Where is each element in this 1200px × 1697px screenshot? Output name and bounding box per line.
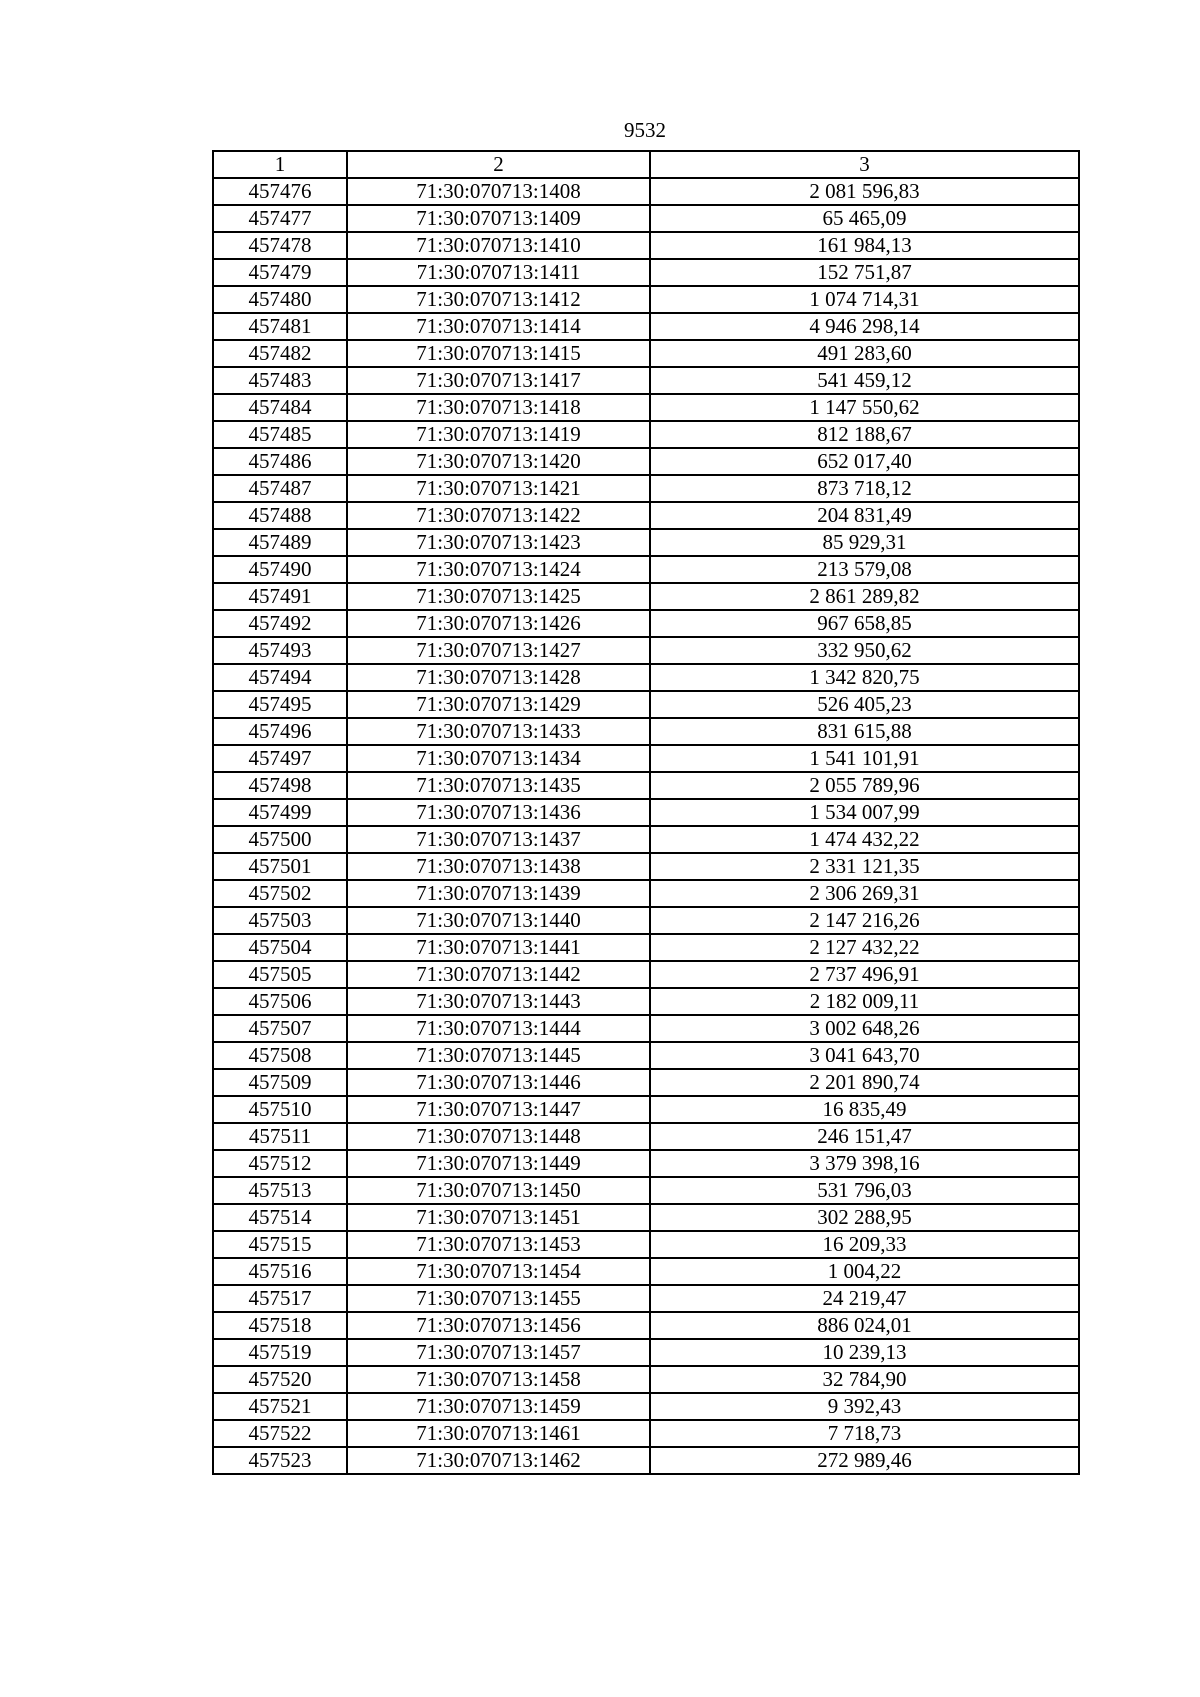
table-row <box>213 1420 1079 1447</box>
column-header-3: 3 <box>650 151 1079 178</box>
cadastral-number-cell: 71:30:070713:1408 <box>347 178 650 205</box>
cadastral-number-cell: 71:30:070713:1447 <box>347 1096 650 1123</box>
row-number-cell: 457507 <box>213 1015 347 1042</box>
value-cell: 246 151,47 <box>650 1123 1079 1150</box>
cadastral-number-cell: 71:30:070713:1443 <box>347 988 650 1015</box>
table-row <box>213 1366 1079 1393</box>
value-cell: 1 074 714,31 <box>650 286 1079 313</box>
value-cell: 1 147 550,62 <box>650 394 1079 421</box>
value-cell: 2 127 432,22 <box>650 934 1079 961</box>
table-row <box>213 367 1079 394</box>
row-number-cell: 457480 <box>213 286 347 313</box>
row-number-cell: 457510 <box>213 1096 347 1123</box>
table-row <box>213 907 1079 934</box>
table-row <box>213 340 1079 367</box>
cadastral-number-cell: 71:30:070713:1410 <box>347 232 650 259</box>
value-cell: 652 017,40 <box>650 448 1079 475</box>
row-number-cell: 457512 <box>213 1150 347 1177</box>
row-number-cell: 457504 <box>213 934 347 961</box>
cadastral-number-cell: 71:30:070713:1419 <box>347 421 650 448</box>
value-cell: 812 188,67 <box>650 421 1079 448</box>
cadastral-number-cell: 71:30:070713:1415 <box>347 340 650 367</box>
header-row <box>213 151 1079 178</box>
value-cell: 2 737 496,91 <box>650 961 1079 988</box>
row-number-cell: 457518 <box>213 1312 347 1339</box>
table-row <box>213 799 1079 826</box>
cadastral-number-cell: 71:30:070713:1444 <box>347 1015 650 1042</box>
table-row <box>213 421 1079 448</box>
table-row <box>213 1096 1079 1123</box>
row-number-cell: 457483 <box>213 367 347 394</box>
row-number-cell: 457500 <box>213 826 347 853</box>
table-row <box>213 880 1079 907</box>
value-cell: 3 002 648,26 <box>650 1015 1079 1042</box>
row-number-cell: 457479 <box>213 259 347 286</box>
cadastral-number-cell: 71:30:070713:1434 <box>347 745 650 772</box>
cadastral-number-cell: 71:30:070713:1441 <box>347 934 650 961</box>
table-row <box>213 205 1079 232</box>
cadastral-number-cell: 71:30:070713:1418 <box>347 394 650 421</box>
value-cell: 2 081 596,83 <box>650 178 1079 205</box>
value-cell: 302 288,95 <box>650 1204 1079 1231</box>
value-cell: 541 459,12 <box>650 367 1079 394</box>
table-row <box>213 556 1079 583</box>
table-row <box>213 772 1079 799</box>
value-cell: 526 405,23 <box>650 691 1079 718</box>
cadastral-number-cell: 71:30:070713:1429 <box>347 691 650 718</box>
row-number-cell: 457501 <box>213 853 347 880</box>
cadastral-number-cell: 71:30:070713:1426 <box>347 610 650 637</box>
value-cell: 272 989,46 <box>650 1447 1079 1474</box>
row-number-cell: 457476 <box>213 178 347 205</box>
value-cell: 531 796,03 <box>650 1177 1079 1204</box>
row-number-cell: 457489 <box>213 529 347 556</box>
cadastral-number-cell: 71:30:070713:1459 <box>347 1393 650 1420</box>
table-row <box>213 1393 1079 1420</box>
cadastral-number-cell: 71:30:070713:1438 <box>347 853 650 880</box>
cadastral-number-cell: 71:30:070713:1425 <box>347 583 650 610</box>
row-number-cell: 457503 <box>213 907 347 934</box>
cadastral-number-cell: 71:30:070713:1446 <box>347 1069 650 1096</box>
table-row <box>213 1069 1079 1096</box>
value-cell: 1 342 820,75 <box>650 664 1079 691</box>
table-row <box>213 745 1079 772</box>
value-cell: 16 209,33 <box>650 1231 1079 1258</box>
column-header-1: 1 <box>213 151 347 178</box>
cadastral-number-cell: 71:30:070713:1436 <box>347 799 650 826</box>
data-table <box>212 150 1080 1475</box>
cadastral-number-cell: 71:30:070713:1439 <box>347 880 650 907</box>
page-number: 9532 <box>624 118 666 142</box>
value-cell: 2 055 789,96 <box>650 772 1079 799</box>
table-row <box>213 448 1079 475</box>
value-cell: 9 392,43 <box>650 1393 1079 1420</box>
value-cell: 10 239,13 <box>650 1339 1079 1366</box>
row-number-cell: 457478 <box>213 232 347 259</box>
row-number-cell: 457521 <box>213 1393 347 1420</box>
table-row <box>213 1204 1079 1231</box>
cadastral-number-cell: 71:30:070713:1449 <box>347 1150 650 1177</box>
row-number-cell: 457502 <box>213 880 347 907</box>
row-number-cell: 457497 <box>213 745 347 772</box>
cadastral-number-cell: 71:30:070713:1445 <box>347 1042 650 1069</box>
value-cell: 16 835,49 <box>650 1096 1079 1123</box>
row-number-cell: 457513 <box>213 1177 347 1204</box>
table-row <box>213 583 1079 610</box>
table-row <box>213 475 1079 502</box>
row-number-cell: 457487 <box>213 475 347 502</box>
row-number-cell: 457514 <box>213 1204 347 1231</box>
table-row <box>213 1231 1079 1258</box>
cadastral-number-cell: 71:30:070713:1435 <box>347 772 650 799</box>
value-cell: 213 579,08 <box>650 556 1079 583</box>
cadastral-number-cell: 71:30:070713:1455 <box>347 1285 650 1312</box>
table-row <box>213 961 1079 988</box>
row-number-cell: 457516 <box>213 1258 347 1285</box>
row-number-cell: 457488 <box>213 502 347 529</box>
value-cell: 24 219,47 <box>650 1285 1079 1312</box>
row-number-cell: 457499 <box>213 799 347 826</box>
row-number-cell: 457522 <box>213 1420 347 1447</box>
table-row <box>213 691 1079 718</box>
cadastral-number-cell: 71:30:070713:1421 <box>347 475 650 502</box>
value-cell: 3 379 398,16 <box>650 1150 1079 1177</box>
cadastral-number-cell: 71:30:070713:1424 <box>347 556 650 583</box>
table-row <box>213 988 1079 1015</box>
table-row <box>213 1177 1079 1204</box>
row-number-cell: 457517 <box>213 1285 347 1312</box>
column-header-2: 2 <box>347 151 650 178</box>
cadastral-number-cell: 71:30:070713:1456 <box>347 1312 650 1339</box>
table-row <box>213 178 1079 205</box>
value-cell: 491 283,60 <box>650 340 1079 367</box>
table-row <box>213 313 1079 340</box>
table-row <box>213 853 1079 880</box>
value-cell: 32 784,90 <box>650 1366 1079 1393</box>
row-number-cell: 457508 <box>213 1042 347 1069</box>
value-cell: 1 541 101,91 <box>650 745 1079 772</box>
cadastral-number-cell: 71:30:070713:1423 <box>347 529 650 556</box>
cadastral-number-cell: 71:30:070713:1442 <box>347 961 650 988</box>
cadastral-number-cell: 71:30:070713:1448 <box>347 1123 650 1150</box>
row-number-cell: 457477 <box>213 205 347 232</box>
table-row <box>213 1447 1079 1474</box>
value-cell: 7 718,73 <box>650 1420 1079 1447</box>
table-row <box>213 1339 1079 1366</box>
value-cell: 1 474 432,22 <box>650 826 1079 853</box>
table-row <box>213 529 1079 556</box>
value-cell: 886 024,01 <box>650 1312 1079 1339</box>
value-cell: 4 946 298,14 <box>650 313 1079 340</box>
cadastral-number-cell: 71:30:070713:1451 <box>347 1204 650 1231</box>
value-cell: 2 147 216,26 <box>650 907 1079 934</box>
cadastral-number-cell: 71:30:070713:1462 <box>347 1447 650 1474</box>
row-number-cell: 457519 <box>213 1339 347 1366</box>
row-number-cell: 457481 <box>213 313 347 340</box>
row-number-cell: 457491 <box>213 583 347 610</box>
table-body <box>213 178 1079 1474</box>
table-row <box>213 826 1079 853</box>
table-row <box>213 1258 1079 1285</box>
cadastral-number-cell: 71:30:070713:1414 <box>347 313 650 340</box>
row-number-cell: 457484 <box>213 394 347 421</box>
row-number-cell: 457515 <box>213 1231 347 1258</box>
cadastral-number-cell: 71:30:070713:1411 <box>347 259 650 286</box>
row-number-cell: 457494 <box>213 664 347 691</box>
table-row <box>213 718 1079 745</box>
value-cell: 2 331 121,35 <box>650 853 1079 880</box>
value-cell: 2 306 269,31 <box>650 880 1079 907</box>
table-row <box>213 610 1079 637</box>
cadastral-number-cell: 71:30:070713:1440 <box>347 907 650 934</box>
cadastral-number-cell: 71:30:070713:1433 <box>347 718 650 745</box>
cadastral-number-cell: 71:30:070713:1453 <box>347 1231 650 1258</box>
row-number-cell: 457485 <box>213 421 347 448</box>
table-row <box>213 259 1079 286</box>
table-row <box>213 1042 1079 1069</box>
cadastral-number-cell: 71:30:070713:1417 <box>347 367 650 394</box>
table-row <box>213 664 1079 691</box>
value-cell: 65 465,09 <box>650 205 1079 232</box>
value-cell: 2 201 890,74 <box>650 1069 1079 1096</box>
row-number-cell: 457520 <box>213 1366 347 1393</box>
cadastral-number-cell: 71:30:070713:1458 <box>347 1366 650 1393</box>
row-number-cell: 457492 <box>213 610 347 637</box>
table-row <box>213 502 1079 529</box>
row-number-cell: 457506 <box>213 988 347 1015</box>
row-number-cell: 457493 <box>213 637 347 664</box>
row-number-cell: 457495 <box>213 691 347 718</box>
row-number-cell: 457505 <box>213 961 347 988</box>
cadastral-number-cell: 71:30:070713:1420 <box>347 448 650 475</box>
table-row <box>213 637 1079 664</box>
table-row <box>213 394 1079 421</box>
cadastral-number-cell: 71:30:070713:1457 <box>347 1339 650 1366</box>
table-row <box>213 1123 1079 1150</box>
value-cell: 1 534 007,99 <box>650 799 1079 826</box>
value-cell: 204 831,49 <box>650 502 1079 529</box>
value-cell: 3 041 643,70 <box>650 1042 1079 1069</box>
row-number-cell: 457498 <box>213 772 347 799</box>
table-row <box>213 1285 1079 1312</box>
value-cell: 2 182 009,11 <box>650 988 1079 1015</box>
cadastral-number-cell: 71:30:070713:1412 <box>347 286 650 313</box>
cadastral-number-cell: 71:30:070713:1409 <box>347 205 650 232</box>
row-number-cell: 457509 <box>213 1069 347 1096</box>
value-cell: 332 950,62 <box>650 637 1079 664</box>
table-row <box>213 1150 1079 1177</box>
value-cell: 873 718,12 <box>650 475 1079 502</box>
row-number-cell: 457486 <box>213 448 347 475</box>
table-row <box>213 1312 1079 1339</box>
cadastral-number-cell: 71:30:070713:1428 <box>347 664 650 691</box>
table-row <box>213 934 1079 961</box>
value-cell: 831 615,88 <box>650 718 1079 745</box>
row-number-cell: 457496 <box>213 718 347 745</box>
value-cell: 2 861 289,82 <box>650 583 1079 610</box>
value-cell: 152 751,87 <box>650 259 1079 286</box>
value-cell: 161 984,13 <box>650 232 1079 259</box>
row-number-cell: 457490 <box>213 556 347 583</box>
table-row <box>213 1015 1079 1042</box>
value-cell: 85 929,31 <box>650 529 1079 556</box>
row-number-cell: 457482 <box>213 340 347 367</box>
value-cell: 1 004,22 <box>650 1258 1079 1285</box>
cadastral-number-cell: 71:30:070713:1422 <box>347 502 650 529</box>
cadastral-number-cell: 71:30:070713:1450 <box>347 1177 650 1204</box>
cadastral-number-cell: 71:30:070713:1461 <box>347 1420 650 1447</box>
value-cell: 967 658,85 <box>650 610 1079 637</box>
cadastral-number-cell: 71:30:070713:1427 <box>347 637 650 664</box>
table-row <box>213 286 1079 313</box>
cadastral-number-cell: 71:30:070713:1454 <box>347 1258 650 1285</box>
row-number-cell: 457523 <box>213 1447 347 1474</box>
cadastral-number-cell: 71:30:070713:1437 <box>347 826 650 853</box>
row-number-cell: 457511 <box>213 1123 347 1150</box>
table-row <box>213 232 1079 259</box>
